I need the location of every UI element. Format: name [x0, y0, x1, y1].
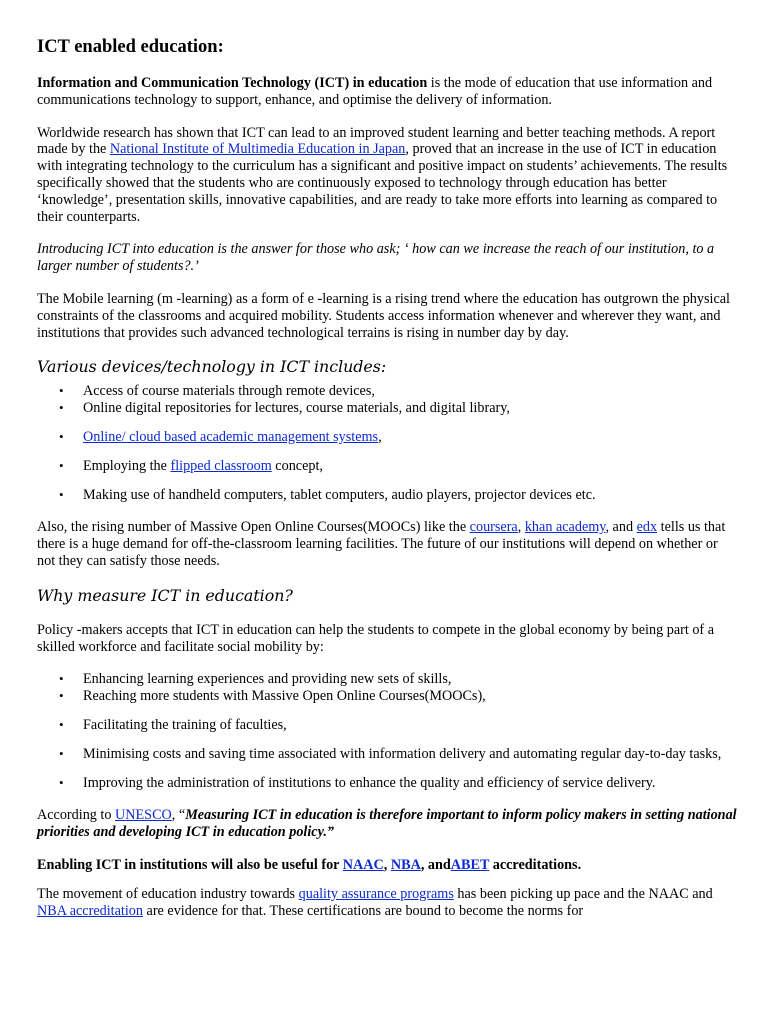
separator: , and [420, 856, 451, 873]
research-text-a: Worldwide research has shown that ICT can lead to an improved student learning and better teaching methods. A report made by the [37, 124, 716, 158]
accreditations-paragraph [37, 857, 737, 874]
why-measure-heading: Why measure ICT in education? [37, 585, 293, 605]
separator: , [383, 856, 391, 873]
moocs-paragraph [37, 519, 737, 569]
qa-text-a: The movement of education industry towards [37, 885, 299, 902]
accreditations-text-a: Enabling ICT in institutions will also be useful for [37, 856, 343, 873]
qa-text-c: are evidence for that. These certifications are bound to become the norms for [142, 902, 584, 919]
quality-assurance-link[interactable]: quality assurance programs [298, 885, 454, 902]
benefits-list [37, 671, 737, 791]
edx-link[interactable]: edx [636, 519, 658, 536]
intro-bold-term: Information and Communication Technology (ICT) in education [37, 75, 428, 91]
khan-academy-link[interactable]: khan academy [524, 519, 606, 536]
unesco-paragraph [37, 807, 737, 841]
list-item: • Minimising costs and saving time associated with information delivery and automating regular day-to-day tasks, [83, 746, 737, 763]
list-item: • Facilitating the training of faculties, [83, 717, 737, 734]
page-title: ICT enabled education: [37, 37, 224, 57]
document-body [37, 36, 737, 935]
devices-heading: Various devices/technology in ICT includes: [37, 357, 387, 377]
list-item: • Online digital repositories for lectures, course materials, and digital library, [83, 400, 737, 417]
naac-link[interactable]: NAAC [342, 856, 384, 873]
list-item: • Access of course materials through remote devices, [83, 383, 737, 400]
moocs-text-a: Also, the rising number of Massive Open Online Courses(MOOCs) like the [37, 519, 470, 536]
list-item [83, 458, 737, 475]
moocs-text-b: tells us that there is a huge demand for off-the-classroom learning facilities. The future of our institutions will depend on whether or not they can satisfy those needs. [37, 519, 726, 569]
list-item-text: , [378, 428, 382, 445]
unesco-text-a: According to [37, 807, 116, 824]
unesco-quote: Measuring ICT in education is therefore important to inform policy makers in setting national priorities and developing ICT in education policy.” [37, 807, 737, 841]
intro-paragraph [37, 75, 737, 109]
unesco-link[interactable]: UNESCO [115, 807, 172, 824]
abet-link[interactable]: ABET [450, 856, 490, 873]
introducing-ict-paragraph: Introducing ICT into education is the answer for those who ask; ‘ how can we increase the reach of our institution, to a larger number of students?.’ [37, 241, 715, 275]
quality-assurance-paragraph [37, 886, 737, 920]
list-item: • Improving the administration of institutions to enhance the quality and efficiency of service delivery. [83, 775, 737, 792]
list-item: • Enhancing learning experiences and providing new sets of skills, [83, 671, 737, 688]
unesco-text-b: , “ [171, 807, 186, 824]
accreditations-text-b: accreditations. [489, 856, 582, 873]
nba-link[interactable]: NBA [390, 856, 421, 873]
separator: , [517, 519, 525, 536]
qa-text-b: has been picking up pace and the NAAC and [453, 885, 713, 902]
nime-japan-link[interactable]: National Institute of Multimedia Education in Japan [109, 141, 406, 158]
separator: , and [605, 519, 637, 536]
policy-makers-paragraph: Policy -makers accepts that ICT in education can help the students to compete in the global economy by being part of a skilled workforce and facilitate social mobility by: [37, 621, 714, 655]
mobile-learning-paragraph: The Mobile learning (m -learning) as a form of e -learning is a rising trend where the education has outgrown the physical constraints of the classrooms and acquired mobility. Students access information whenever and wherever they want, and institutions that provides such advanced technological terrains is rising in number day by day. [37, 290, 730, 341]
academic-management-link[interactable]: Online/ cloud based academic management systems [83, 428, 379, 445]
coursera-link[interactable]: coursera [469, 519, 518, 536]
intro-text: is the mode of education that use information and communications technology to support, enhance, and optimise the delivery of information. [37, 75, 713, 108]
flipped-classroom-link[interactable]: flipped classroom [170, 457, 272, 474]
list-item [83, 429, 737, 446]
nba-accreditation-link[interactable]: NBA accreditation [37, 902, 143, 919]
list-item-text: concept, [271, 457, 323, 474]
list-item-text: Employing the [83, 457, 171, 474]
list-item: • Reaching more students with Massive Open Online Courses(MOOCs), [83, 688, 737, 705]
list-item: • Making use of handheld computers, tablet computers, audio players, projector devices etc. [83, 487, 737, 504]
devices-list [37, 383, 737, 503]
research-text-b: , proved that an increase in the use of ICT in education with integrating technology to the curriculum has a significant and positive impact on students’ achievements. The results specifically showed that the students who are continuously exposed to technology through education has better ‘knowledge’, presentation skills, innovative capabilities, and are ready to take more efforts into learning as compared to their counterparts. [37, 141, 728, 225]
research-paragraph [37, 125, 737, 226]
